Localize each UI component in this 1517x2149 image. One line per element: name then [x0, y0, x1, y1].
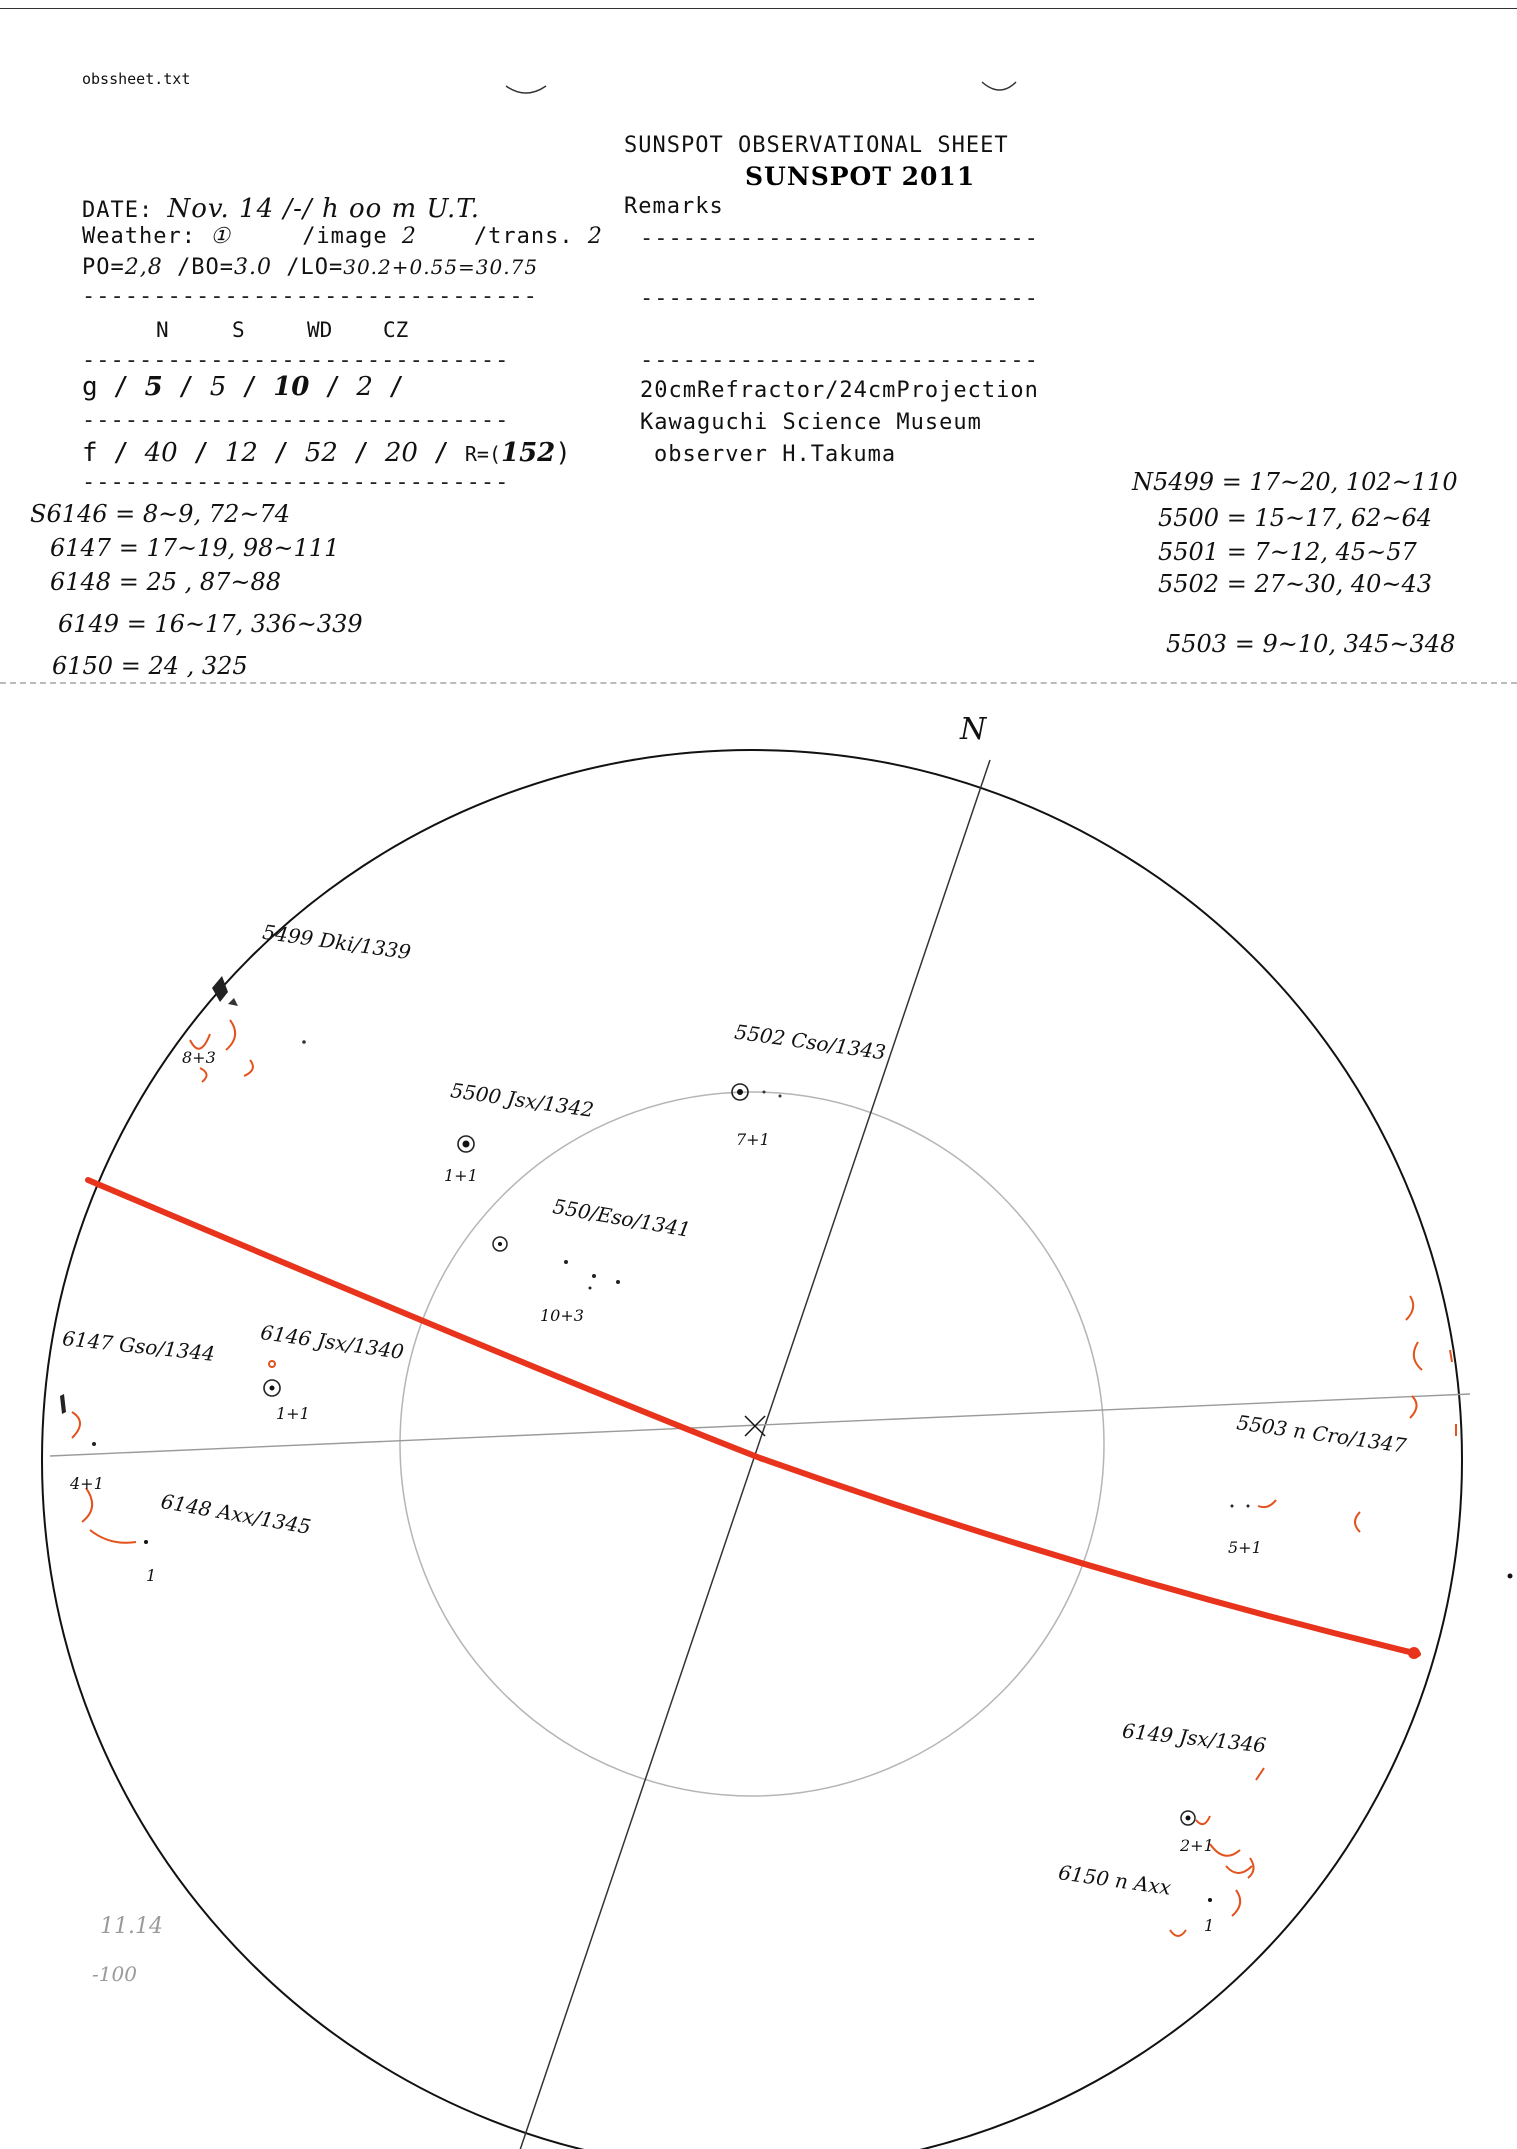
spot-5501-e	[616, 1280, 620, 1284]
group-count-5501: 10+3	[540, 1306, 584, 1325]
north-mark: N	[960, 712, 987, 747]
binder-hole-left	[506, 86, 546, 93]
group-label-5501: 550/Eso/1341	[550, 1194, 693, 1242]
g-s: 5	[209, 372, 227, 402]
spot-5502-c	[779, 1095, 782, 1098]
spot-5499-a	[212, 976, 228, 1002]
observer: observer H.Takuma	[654, 442, 897, 467]
spot-6147-b	[92, 1442, 96, 1446]
divider-2: ------------------------------	[82, 348, 510, 373]
r-close: )	[555, 438, 571, 468]
g-label: g	[82, 372, 98, 402]
spot-6146-umbra	[270, 1386, 275, 1391]
equator-end-dot	[1408, 1647, 1420, 1659]
group-count-5503: 5+1	[1228, 1538, 1262, 1557]
sheet-title: SUNSPOT OBSERVATIONAL SHEET	[624, 133, 1009, 158]
right-note-5: 5503 = 9~10, 345~348	[1166, 630, 1456, 658]
right-note-3: 5501 = 7~12, 45~57	[1158, 538, 1417, 566]
corner-note-time: -100	[92, 1962, 137, 1986]
spot-5503-a	[1231, 1505, 1234, 1508]
r-value: 152	[501, 438, 556, 468]
left-note-4: 6149 = 16~17, 336~339	[58, 610, 363, 638]
group-count-6148: 1	[146, 1566, 157, 1585]
right-note-1: N5499 = 17~20, 102~110	[1132, 468, 1458, 496]
group-label-5503: 5503 n Cro/1347	[1235, 1410, 1408, 1458]
col-n: N	[156, 318, 169, 342]
reference-circle	[400, 1092, 1104, 1796]
spot-6149-umbra	[1186, 1816, 1191, 1821]
po-label: PO=	[82, 255, 125, 280]
col-s: S	[232, 318, 245, 342]
date-label: DATE:	[82, 198, 154, 223]
spot-5499-b	[228, 998, 238, 1006]
remarks-line-3: ----------------------------	[640, 348, 1039, 373]
weather-label: Weather:	[82, 224, 196, 249]
spot-5501-d	[589, 1287, 592, 1290]
group-count-5499: 8+3	[182, 1048, 216, 1067]
sheet-subtitle: SUNSPOT 2011	[745, 162, 976, 191]
f-label: f	[82, 438, 98, 468]
lo-value: 30.2+0.55=30.75	[343, 255, 539, 279]
spot-5499-c	[302, 1040, 306, 1044]
spot-6150	[1208, 1898, 1212, 1902]
col-cz: CZ	[383, 318, 409, 342]
f-s: 12	[224, 438, 258, 468]
f-n: 40	[144, 438, 178, 468]
spot-5502-b	[763, 1091, 766, 1094]
solar-limb	[42, 750, 1462, 2149]
group-label-6147: 6147 Gso/1344	[61, 1326, 217, 1366]
g-cz: 2	[356, 372, 373, 402]
group-label-6149: 6149 Jsx/1346	[1121, 1718, 1268, 1758]
g-n: 5	[144, 372, 163, 402]
remarks-label: Remarks	[624, 194, 724, 219]
spot-5503-b	[1247, 1505, 1250, 1508]
spot-5501-c	[592, 1274, 596, 1278]
left-note-1: S6146 = 8~9, 72~74	[30, 500, 290, 528]
group-label-6150: 6150 n Axx	[1056, 1860, 1173, 1900]
spot-5502-umbra	[737, 1089, 743, 1095]
remarks-line-1: ----------------------------	[640, 226, 1039, 251]
spot-5500-umbra	[463, 1141, 470, 1148]
left-note-5: 6150 = 24 , 325	[52, 652, 248, 680]
trans-label: /trans.	[473, 224, 574, 249]
col-wd: WD	[307, 318, 333, 342]
right-note-4: 5502 = 27~30, 40~43	[1158, 570, 1433, 598]
bo-label: /BO=	[177, 255, 234, 280]
institution: Kawaguchi Science Museum	[640, 410, 982, 435]
group-label-5502: 5502 Cso/1343	[733, 1019, 888, 1065]
file-name: obssheet.txt	[82, 70, 191, 88]
corner-note-date: 11.14	[100, 1914, 163, 1939]
left-note-3: 6148 = 25 , 87~88	[50, 568, 282, 596]
divider-1: --------------------------------	[82, 284, 538, 309]
group-label-5500: 5500 Jsx/1342	[449, 1078, 596, 1122]
group-count-6147: 4+1	[70, 1474, 104, 1493]
f-row: f / 40 / 12 / 52 / 20 / R=(152)	[82, 438, 571, 468]
group-count-6146: 1+1	[276, 1404, 310, 1423]
date-value: Nov. 14 /-/ h oo m U.T.	[167, 194, 481, 224]
group-count-5502: 7+1	[736, 1130, 770, 1149]
left-note-2: 6147 = 17~19, 98~111	[50, 534, 340, 562]
f-wd: 52	[304, 438, 338, 468]
image-value: 2	[401, 224, 417, 249]
spot-6147-a	[60, 1394, 66, 1414]
divider-3: ------------------------------	[82, 408, 510, 433]
g-row: g / 5 / 5 / 10 / 2 /	[82, 372, 405, 402]
divider-4: ------------------------------	[82, 470, 510, 495]
remarks-line-2: ----------------------------	[640, 286, 1039, 311]
facula-6146	[269, 1361, 275, 1367]
group-label-5499: 5499 Dki/1339	[261, 919, 413, 965]
lo-label: /LO=	[286, 255, 344, 280]
group-count-6149: 2+1	[1180, 1836, 1214, 1855]
stray-dot	[1508, 1574, 1513, 1579]
group-count-6150: 1	[1204, 1916, 1215, 1935]
po-value: 2,8	[124, 255, 163, 280]
f-cz: 20	[384, 438, 418, 468]
trans-value: 2	[587, 224, 603, 249]
instrument: 20cmRefractor/24cmProjection	[640, 378, 1039, 403]
image-label: /image	[302, 224, 388, 249]
spot-5501-umbra	[498, 1242, 502, 1246]
group-label-6148: 6148 Axx/1345	[159, 1488, 313, 1540]
faculae-5503	[1258, 1296, 1456, 1532]
group-label-6146: 6146 Jsx/1340	[259, 1320, 406, 1364]
weather-value: ①	[210, 224, 231, 249]
right-note-2: 5500 = 15~17, 62~64	[1158, 504, 1433, 532]
g-wd: 10	[273, 372, 310, 402]
group-count-5500: 1+1	[444, 1166, 478, 1185]
r-label: R=(	[464, 442, 501, 466]
bo-value: 3.0	[233, 255, 272, 280]
spot-5501-b	[564, 1260, 568, 1264]
spot-6148	[144, 1540, 148, 1544]
binder-hole-right	[982, 82, 1016, 90]
